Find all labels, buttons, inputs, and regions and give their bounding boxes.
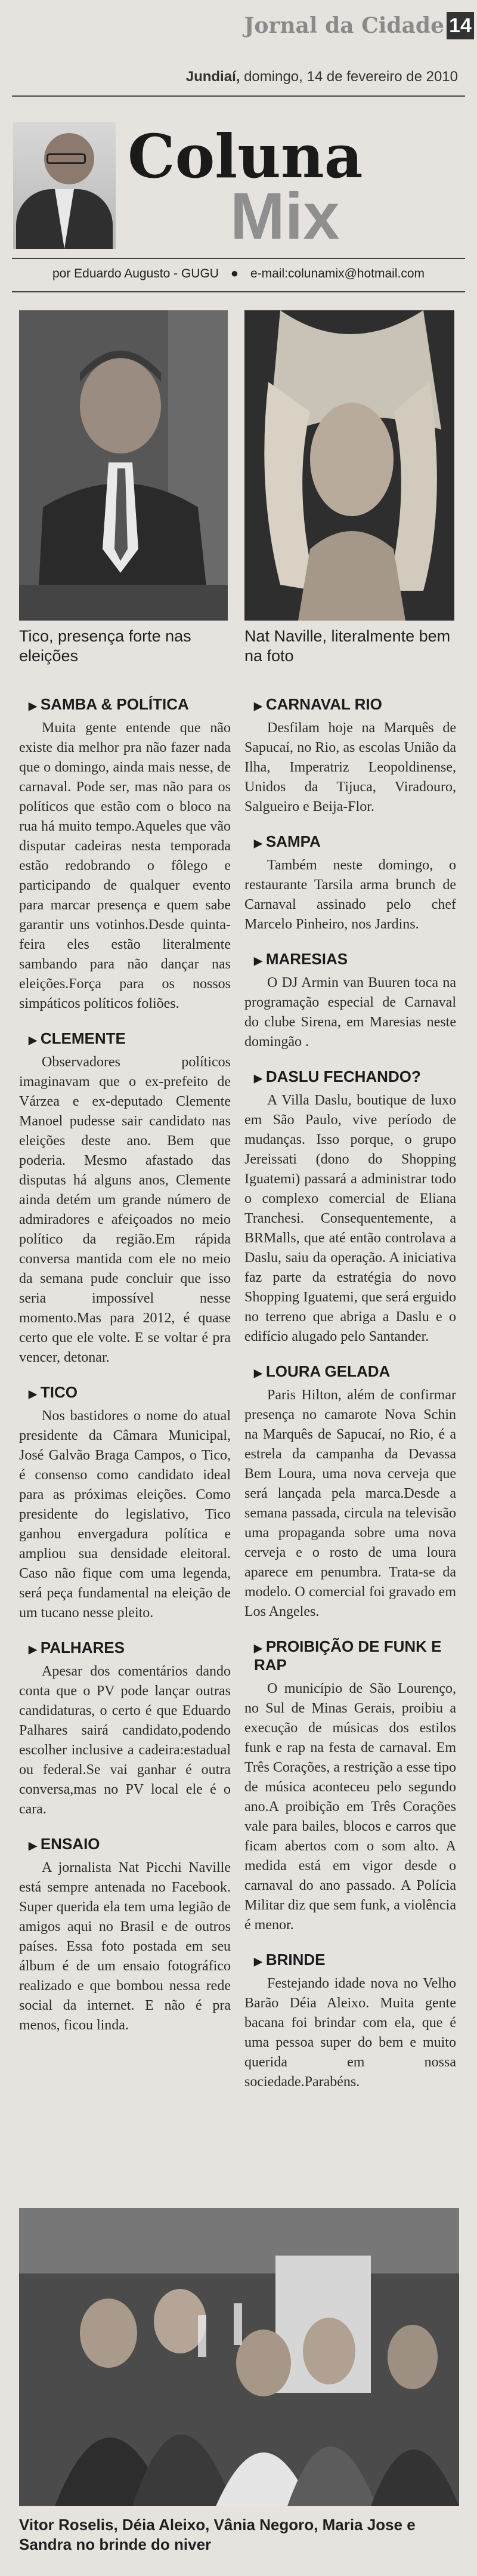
section-clemente [19,1029,231,1368]
section-proibicao-funk-rap [244,1637,456,1935]
byline-rule [12,258,465,259]
columnist-photo [13,122,116,249]
caption-brinde-niver: Vitor Roselis, Déia Aleixo, Vânia Negoro, Maria Jose e Sandra no brinde do niver [19,2516,416,2553]
dateline [186,69,458,85]
header-rule [12,95,465,97]
bullet-icon: ● [230,266,239,280]
column-title-mix: Mix [230,180,340,253]
section-text: A jornalista Nat Picchi Naville está sempre antenada no Facebook. Super querida ela tem uma legião de amigos aqui no Brasil e de outros países. Essa foto postada em seu álbum é de um ensaio fotográfico realizado e que bombou nessa rede social da internet. E não é pra menos, ficou linda. [19,1860,231,2033]
section-tico [19,1383,231,1623]
section-text: Nos bastidores o nome do atual presidente da Câmara Municipal, José Galvão Braga Campos, o Tico, é consenso como candidato ideal para as próximas eleições. Como presidente do legislativo, Tico ganhou envergadura política e ampliou sua densidade eleitoral. Caso não fique com uma legenda, será peça fundamental na eleição de um tucano nesse pleito. [19,1408,231,1621]
section-ensaio [19,1835,231,2035]
section-heading: SAMBA & POLÍTICA [40,695,189,713]
triangle-bullet-icon: ▶ [29,1840,37,1852]
triangle-bullet-icon: ▶ [29,1643,37,1655]
section-heading: LOURA GELADA [265,1362,391,1380]
left-column [19,695,231,2051]
section-heading: SAMPA [265,832,321,850]
caption-nat-naville: Nat Naville, literalmente bem na foto [244,627,451,665]
triangle-bullet-icon: ▶ [29,700,37,712]
section-carnaval-rio [244,695,456,817]
triangle-bullet-icon: ▶ [254,1367,262,1379]
section-text: Observadores políticos imaginavam que o ex-prefeito de Várzea e ex-deputado Clemente Manoel pudesse sair candidato nas eleições deste ano. Bem que poderia. Mesmo afastado das disputas há alguns anos, Clemente ainda detém um grande número de admiradores e afeiçoados no meio político da região.Em rápida conversa mantida com ele no meio da semana pude concluir que isso seria impossível nesse momento.Mas para 2012, é quase certo que ele volte. E se voltar é pra vencer, detonar. [19,1054,231,1365]
photo-brinde-niver [19,2208,459,2506]
section-text: Paris Hilton, além de confirmar presença no camarote Nova Schin na Marquês de Sapucaí, no Rio, é a estrela da campanha da Devassa Bem Loura, uma nova cerveja que será lançada pela marca.Desde a semana passada, circula na televisão uma propaganda sobre uma nova cerveja e o rosto de uma loura aparece em penumbra. Trata-se da modelo. O comercial foi gravado em Los Angeles. [244,1387,456,1619]
section-loura-gelada [244,1362,456,1622]
page-number: 14 [447,12,474,39]
triangle-bullet-icon: ▶ [254,1072,262,1084]
byline [13,266,464,281]
triangle-bullet-icon: ▶ [29,1034,37,1046]
column-title-coluna: Coluna [128,121,363,192]
section-sampa [244,832,456,934]
section-maresias [244,950,456,1052]
photo-nat-naville [244,310,454,621]
section-text: Desfilam hoje na Marquês de Sapucaí, no Rio, as escolas União da Ilha, Imperatriz Leopoldinense, Unidos da Tijuca, Viradouro, Salgueiro e Beija-Flor. [244,720,456,815]
section-heading: DASLU FECHANDO? [265,1068,421,1085]
triangle-bullet-icon: ▶ [254,1642,262,1654]
section-heading: ENSAIO [40,1835,100,1853]
section-text: O município de São Lourenço, no Sul de Minas Gerais, proibiu a execução de músicas dos estilos funk e rap na festa de carnaval. Em Três Corações, a restrição a esse tipo de música aconteceu pelo segundo ano.A proibição em Três Corações vale para bailes, blocos e carros que ficam abertos com o som alto. A medida está em vigor desde o carnaval do ano passado. A Polícia Militar diz que sem funk, a violência é menor. [244,1681,456,1933]
section-text: Muita gente entende que não existe dia melhor pra não fazer nada que o domingo, ainda mais nesse, de carnaval. Pode ser, mas não para os políticos que estão com o bloco na rua há muito tempo.Aqueles que vão disputar cadeiras nesta temporada estão redobrando o fôlego e participando de qualquer evento para marcar presença e quem sabe garantir uns votinhos.Desde quinta-feira eles estão literalmente sambando para não dançar nas eleições.Força para os nossos simpáticos políticos foliões. [19,720,231,1011]
masthead [0,0,477,72]
section-heading: PALHARES [40,1639,125,1656]
section-samba-politica [19,695,231,1014]
byline-author: por Eduardo Augusto - GUGU [52,267,219,280]
triangle-bullet-icon: ▶ [254,1955,262,1967]
section-text: O DJ Armin van Buuren toca na programação especial de Carnaval do clube Sirena, em Maresias neste domingão . [244,975,456,1050]
right-column [244,695,456,2108]
section-palhares [19,1639,231,1819]
caption-tico: Tico, presença forte nas eleições [19,627,191,665]
section-text: Também neste domingo, o restaurante Tarsila arma brunch de Carnaval assinado pelo chef Marcelo Pinheiro, nos Jardins. [244,857,456,932]
section-heading: CARNAVAL RIO [265,695,382,713]
section-text: Festejando idade nova no Velho Barão Déia Aleixo. Muita gente bacana foi brindar com ela, que é uma pessoa super do bem e muito querida em nossa sociedade.Parabéns. [244,1976,456,2090]
triangle-bullet-icon: ▶ [254,837,262,849]
section-text: Apesar dos comentários dando conta que o PV pode lançar outras candidaturas, o certo é que Eduardo Palhares sairá candidato,podendo escolher inclusive a cadeira:estadual ou federal.Se vai ganhar é outra conversa,mas no PV local ele é o cara. [19,1664,231,1817]
section-brinde [244,1951,456,2092]
dateline-date: domingo, 14 de fevereiro de 2010 [244,69,458,85]
section-heading: TICO [40,1383,78,1401]
triangle-bullet-icon: ▶ [254,700,262,712]
paper-name: Jornal da Cidade [244,13,444,38]
section-heading: PROIBIÇÃO DE FUNK E RAP [254,1637,442,1674]
byline-rule-bottom [12,291,465,292]
dateline-city: Jundiaí, [185,69,240,85]
section-heading: BRINDE [265,1951,326,1969]
section-daslu-fechando [244,1068,456,1347]
photo-tico [19,310,228,621]
section-heading: MARESIAS [265,950,348,968]
byline-email: e-mail:colunamix@hotmail.com [250,267,425,280]
section-text: A Villa Daslu, boutique de luxo em São Paulo, vive período de mudanças. Isso porque, o grupo Jereissati (dono do Shopping Iguatemi) passará a administrar todo o complexo comercial de Eliana Tranchesi. Consequentemente, a BRMalls, que até então controlava a Daslu, saiu da operação. A iniciativa faz parte da estratégia do novo Shopping Iguatemi, que será erguido no terreno que abriga a Daslu e o edifício alugado pelo Santander. [244,1093,456,1344]
section-heading: CLEMENTE [40,1029,126,1047]
triangle-bullet-icon: ▶ [254,955,262,967]
triangle-bullet-icon: ▶ [29,1388,37,1400]
